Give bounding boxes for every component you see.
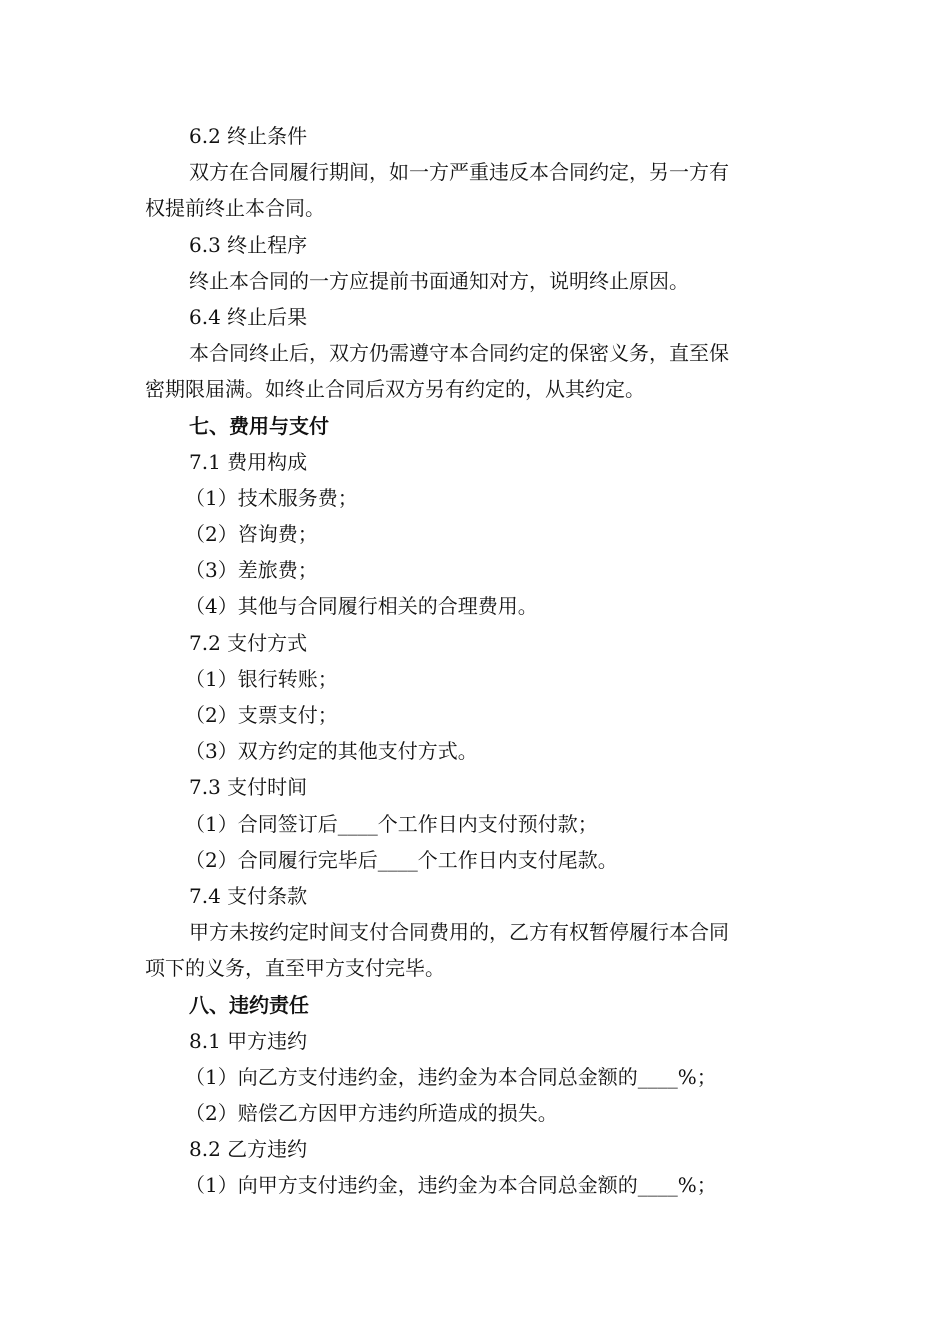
list-item: （2）赔偿乙方因甲方违约所造成的损失。 — [185, 1101, 558, 1126]
list-item: （2）支票支付； — [185, 703, 338, 727]
paragraph-line: 本合同终止后，双方仍需遵守本合同约定的保密义务，直至保 — [189, 341, 729, 366]
list-item: （4）其他与合同履行相关的合理费用。 — [185, 594, 538, 619]
clause-heading-7-3: 7.3 支付时间 — [189, 775, 308, 800]
list-item: （1）向甲方支付违约金，违约金为本合同总金额的____%； — [185, 1173, 717, 1198]
section-heading-7: 七、费用与支付 — [189, 413, 329, 438]
paragraph-line: 甲方未按约定时间支付合同费用的，乙方有权暂停履行本合同 — [189, 920, 729, 945]
paragraph-line: 终止本合同的一方应提前书面通知对方，说明终止原因。 — [189, 268, 689, 293]
clause-heading-6-2: 6.2 终止条件 — [189, 124, 308, 148]
paragraph-line: 权提前终止本合同。 — [145, 196, 325, 221]
list-item: （1）技术服务费； — [185, 485, 358, 510]
section-heading-8: 八、违约责任 — [189, 992, 309, 1017]
list-item: （3）差旅费； — [185, 558, 318, 583]
paragraph-line: 双方在合同履行期间，如一方严重违反本合同约定，另一方有 — [189, 160, 729, 185]
list-item: （2）合同履行完毕后____个工作日内支付尾款。 — [185, 847, 618, 872]
clause-heading-8-2: 8.2 乙方违约 — [189, 1137, 308, 1162]
clause-heading-7-1: 7.1 费用构成 — [189, 449, 308, 474]
document-body — [145, 118, 810, 1204]
clause-heading-6-4: 6.4 终止后果 — [189, 304, 308, 329]
list-item: （1）向乙方支付违约金，违约金为本合同总金额的____%； — [185, 1064, 717, 1089]
clause-heading-7-4: 7.4 支付条款 — [189, 883, 308, 908]
clause-heading-8-1: 8.1 甲方违约 — [189, 1028, 308, 1053]
list-item: （1）合同签订后____个工作日内支付预付款； — [185, 811, 598, 836]
clause-heading-7-2: 7.2 支付方式 — [189, 630, 308, 655]
clause-heading-6-3: 6.3 终止程序 — [189, 232, 308, 257]
list-item: （2）咨询费； — [185, 522, 318, 547]
list-item: （3）双方约定的其他支付方式。 — [185, 739, 478, 764]
list-item: （1）银行转账； — [185, 666, 338, 691]
paragraph-line: 密期限届满。如终止合同后双方另有约定的，从其约定。 — [145, 377, 645, 402]
paragraph-line: 项下的义务，直至甲方支付完毕。 — [145, 956, 445, 981]
